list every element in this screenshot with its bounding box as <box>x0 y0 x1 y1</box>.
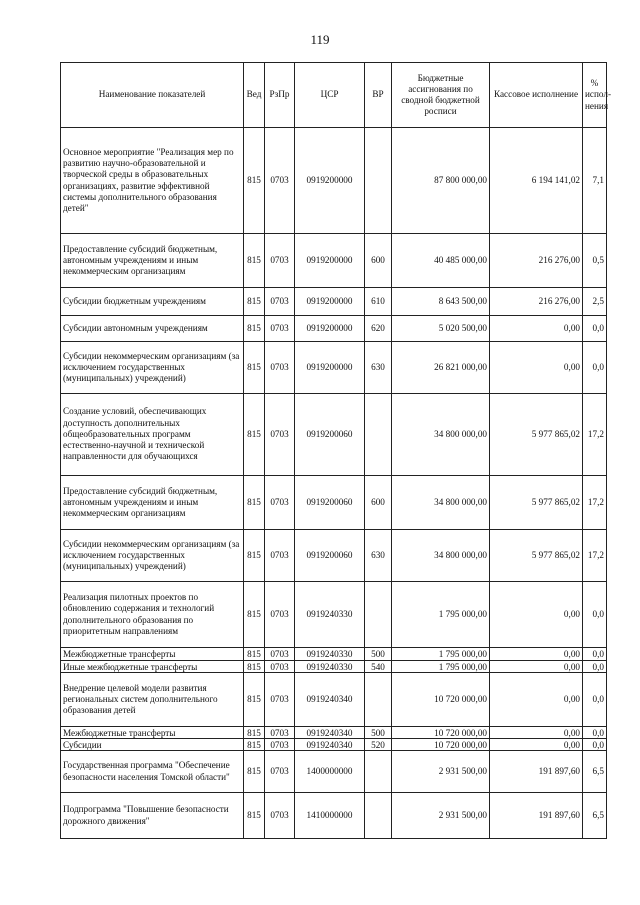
cell-csr: 0919200000 <box>295 234 365 288</box>
cell-csr: 0919240340 <box>295 673 365 727</box>
cell-plan: 1 795 000,00 <box>392 582 490 648</box>
table-row <box>61 793 607 839</box>
cell-fact: 216 276,00 <box>490 234 583 288</box>
cell-vr: 540 <box>365 661 392 673</box>
cell-fact: 6 194 141,02 <box>490 128 583 234</box>
cell-vr <box>365 673 392 727</box>
header-name: Наименование показателей <box>61 63 244 128</box>
cell-csr: 1400000000 <box>295 751 365 793</box>
cell-csr: 1410000000 <box>295 793 365 839</box>
cell-csr: 0919200000 <box>295 128 365 234</box>
cell-pct: 0,0 <box>583 673 607 727</box>
cell-ved: 815 <box>244 288 265 316</box>
cell-pct: 0,0 <box>583 342 607 394</box>
cell-fact: 0,00 <box>490 661 583 673</box>
cell-rzpr: 0703 <box>265 316 295 342</box>
cell-vr: 500 <box>365 648 392 661</box>
cell-fact: 191 897,60 <box>490 793 583 839</box>
cell-fact: 5 977 865,02 <box>490 476 583 530</box>
cell-plan: 10 720 000,00 <box>392 739 490 751</box>
cell-name: Основное мероприятие "Реализация мер по развитию научно-образовательной и творческой среды в образовательных организациях, развитие эффективной системы дополнительного образования детей" <box>61 128 244 234</box>
cell-name: Субсидии некоммерческим организациям (за исключением государственных (муниципальных) учреждений) <box>61 342 244 394</box>
cell-rzpr: 0703 <box>265 342 295 394</box>
cell-ved: 815 <box>244 234 265 288</box>
table-row <box>61 476 607 530</box>
table-row <box>61 128 607 234</box>
cell-pct: 6,5 <box>583 751 607 793</box>
cell-vr <box>365 751 392 793</box>
cell-ved: 815 <box>244 582 265 648</box>
cell-pct: 17,2 <box>583 394 607 476</box>
table-row <box>61 316 607 342</box>
cell-csr: 0919200060 <box>295 530 365 582</box>
table-row <box>61 751 607 793</box>
cell-pct: 2,5 <box>583 288 607 316</box>
cell-rzpr: 0703 <box>265 793 295 839</box>
cell-csr: 0919240330 <box>295 582 365 648</box>
cell-pct: 7,1 <box>583 128 607 234</box>
cell-fact: 216 276,00 <box>490 288 583 316</box>
cell-pct: 0,0 <box>583 661 607 673</box>
cell-pct: 0,0 <box>583 727 607 739</box>
cell-csr: 0919240340 <box>295 727 365 739</box>
cell-rzpr: 0703 <box>265 661 295 673</box>
cell-fact: 5 977 865,02 <box>490 394 583 476</box>
cell-pct: 6,5 <box>583 793 607 839</box>
cell-vr <box>365 582 392 648</box>
cell-ved: 815 <box>244 648 265 661</box>
cell-ved: 815 <box>244 394 265 476</box>
cell-name: Межбюджетные трансферты <box>61 727 244 739</box>
cell-name: Внедрение целевой модели развития региональных систем дополнительного образования детей <box>61 673 244 727</box>
header-ved: Вед <box>244 63 265 128</box>
cell-name: Реализация пилотных проектов по обновлению содержания и технологий дополнительного образования по приоритетным направлениям <box>61 582 244 648</box>
cell-vr: 600 <box>365 234 392 288</box>
cell-fact: 0,00 <box>490 739 583 751</box>
header-rzpr: РзПр <box>265 63 295 128</box>
cell-name: Предоставление субсидий бюджетным, автономным учреждениям и иным некоммерческим организациям <box>61 476 244 530</box>
table-row <box>61 394 607 476</box>
cell-ved: 815 <box>244 342 265 394</box>
cell-csr: 0919200060 <box>295 476 365 530</box>
table-row <box>61 342 607 394</box>
cell-rzpr: 0703 <box>265 582 295 648</box>
cell-plan: 87 800 000,00 <box>392 128 490 234</box>
cell-pct: 0,0 <box>583 582 607 648</box>
cell-name: Государственная программа "Обеспечение безопасности населения Томской области" <box>61 751 244 793</box>
cell-fact: 0,00 <box>490 648 583 661</box>
header-pct: % испол-нения <box>583 63 607 128</box>
cell-name: Субсидии <box>61 739 244 751</box>
cell-plan: 1 795 000,00 <box>392 661 490 673</box>
cell-name: Создание условий, обеспечивающих доступность дополнительных общеобразовательных программ естественно-научной и технической направленности для обучающихся <box>61 394 244 476</box>
cell-vr: 620 <box>365 316 392 342</box>
cell-rzpr: 0703 <box>265 530 295 582</box>
cell-name: Предоставление субсидий бюджетным, автономным учреждениям и иным некоммерческим организациям <box>61 234 244 288</box>
cell-name: Субсидии автономным учреждениям <box>61 316 244 342</box>
cell-rzpr: 0703 <box>265 288 295 316</box>
cell-pct: 0,0 <box>583 648 607 661</box>
table-row <box>61 582 607 648</box>
cell-ved: 815 <box>244 739 265 751</box>
header-fact: Кассовое исполнение <box>490 63 583 128</box>
cell-plan: 34 800 000,00 <box>392 476 490 530</box>
cell-plan: 8 643 500,00 <box>392 288 490 316</box>
cell-name: Субсидии некоммерческим организациям (за исключением государственных (муниципальных) учреждений) <box>61 530 244 582</box>
cell-pct: 0,0 <box>583 739 607 751</box>
cell-ved: 815 <box>244 727 265 739</box>
cell-rzpr: 0703 <box>265 394 295 476</box>
cell-rzpr: 0703 <box>265 751 295 793</box>
cell-vr: 600 <box>365 476 392 530</box>
cell-plan: 34 800 000,00 <box>392 530 490 582</box>
cell-ved: 815 <box>244 661 265 673</box>
table-row <box>61 234 607 288</box>
cell-name: Субсидии бюджетным учреждениям <box>61 288 244 316</box>
cell-vr: 520 <box>365 739 392 751</box>
cell-ved: 815 <box>244 316 265 342</box>
cell-vr <box>365 793 392 839</box>
cell-fact: 5 977 865,02 <box>490 530 583 582</box>
cell-csr: 0919200060 <box>295 394 365 476</box>
cell-rzpr: 0703 <box>265 128 295 234</box>
cell-plan: 2 931 500,00 <box>392 793 490 839</box>
cell-fact: 0,00 <box>490 342 583 394</box>
cell-rzpr: 0703 <box>265 234 295 288</box>
cell-fact: 0,00 <box>490 727 583 739</box>
cell-fact: 0,00 <box>490 316 583 342</box>
table-row <box>61 530 607 582</box>
cell-vr <box>365 128 392 234</box>
cell-vr: 500 <box>365 727 392 739</box>
cell-fact: 0,00 <box>490 673 583 727</box>
table-row <box>61 739 607 751</box>
cell-rzpr: 0703 <box>265 727 295 739</box>
cell-pct: 0,0 <box>583 316 607 342</box>
cell-vr: 630 <box>365 530 392 582</box>
header-vr: ВР <box>365 63 392 128</box>
cell-csr: 0919200000 <box>295 316 365 342</box>
cell-rzpr: 0703 <box>265 648 295 661</box>
cell-csr: 0919240330 <box>295 648 365 661</box>
cell-csr: 0919200000 <box>295 288 365 316</box>
cell-plan: 10 720 000,00 <box>392 727 490 739</box>
budget-table <box>60 62 612 839</box>
table-row <box>61 673 607 727</box>
cell-name: Иные межбюджетные трансферты <box>61 661 244 673</box>
cell-pct: 0,5 <box>583 234 607 288</box>
cell-ved: 815 <box>244 793 265 839</box>
cell-plan: 26 821 000,00 <box>392 342 490 394</box>
cell-vr: 610 <box>365 288 392 316</box>
cell-name: Межбюджетные трансферты <box>61 648 244 661</box>
cell-name: Подпрограмма "Повышение безопасности дорожного движения" <box>61 793 244 839</box>
cell-plan: 34 800 000,00 <box>392 394 490 476</box>
cell-pct: 17,2 <box>583 476 607 530</box>
cell-csr: 0919240330 <box>295 661 365 673</box>
table-row <box>61 727 607 739</box>
cell-vr <box>365 394 392 476</box>
cell-plan: 10 720 000,00 <box>392 673 490 727</box>
cell-plan: 2 931 500,00 <box>392 751 490 793</box>
cell-ved: 815 <box>244 128 265 234</box>
cell-pct: 17,2 <box>583 530 607 582</box>
cell-ved: 815 <box>244 751 265 793</box>
header-csr: ЦСР <box>295 63 365 128</box>
cell-ved: 815 <box>244 673 265 727</box>
page-number: 119 <box>310 32 330 47</box>
cell-fact: 191 897,60 <box>490 751 583 793</box>
cell-ved: 815 <box>244 530 265 582</box>
header-plan: Бюджетные ассигнования по сводной бюджетной росписи <box>392 63 490 128</box>
cell-csr: 0919200000 <box>295 342 365 394</box>
cell-rzpr: 0703 <box>265 739 295 751</box>
cell-rzpr: 0703 <box>265 476 295 530</box>
cell-csr: 0919240340 <box>295 739 365 751</box>
cell-plan: 40 485 000,00 <box>392 234 490 288</box>
cell-plan: 5 020 500,00 <box>392 316 490 342</box>
table-row <box>61 648 607 661</box>
table-row <box>61 288 607 316</box>
cell-ved: 815 <box>244 476 265 530</box>
cell-plan: 1 795 000,00 <box>392 648 490 661</box>
cell-rzpr: 0703 <box>265 673 295 727</box>
cell-vr: 630 <box>365 342 392 394</box>
cell-fact: 0,00 <box>490 582 583 648</box>
table-row <box>61 661 607 673</box>
table-header-row <box>61 63 607 128</box>
